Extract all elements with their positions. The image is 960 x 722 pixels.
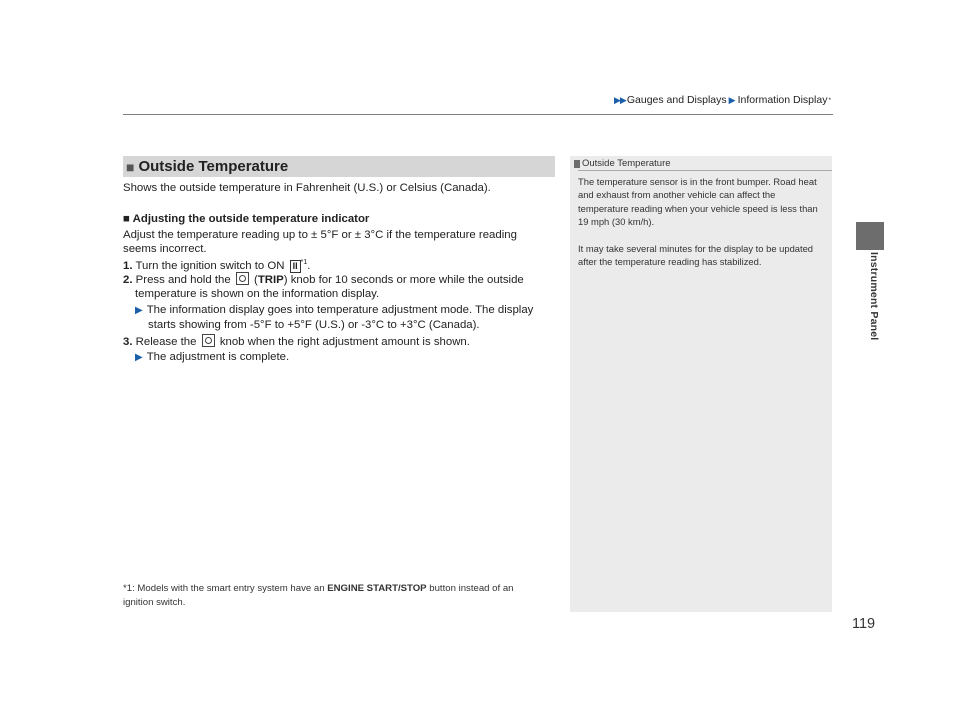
knob-icon — [202, 334, 215, 347]
step-2-result-2: starts showing from -5°F to +5°F (U.S.) or -3°C to +3°C (Canada). — [148, 319, 480, 331]
paragraph-line-2: seems incorrect. — [123, 243, 207, 255]
reference-icon — [574, 160, 580, 168]
paragraph-line-1: Adjust the temperature reading up to ± 5°F or ± 3°C if the temperature reading — [123, 229, 517, 241]
step-2-line-2: temperature is shown on the information display. — [135, 288, 380, 300]
intro-text: Shows the outside temperature in Fahrenheit (U.S.) or Celsius (Canada). — [123, 182, 491, 194]
step-3: 3. Release the knob when the right adjustment amount is shown. — [123, 336, 470, 348]
engine-start-stop-label: ENGINE START/STOP — [327, 583, 427, 594]
section-title: Outside Temperature — [138, 158, 289, 175]
double-arrow-icon: ▶▶ — [614, 94, 626, 105]
step-2: 2. Press and hold the (TRIP) knob for 10 seconds or more while the outside — [123, 274, 524, 286]
header-divider — [123, 114, 833, 115]
section-title-bar — [123, 156, 555, 177]
note-paragraph-2: It may take several minutes for the display to be updated after the temperature reading has stabilized. — [578, 242, 814, 268]
step-3-result: ▶ The adjustment is complete. — [135, 351, 290, 363]
square-bullet-icon: ■ — [123, 213, 130, 225]
step-1: 1. Turn the ignition switch to ON II $^{*1}$. — [123, 259, 311, 272]
note-panel-divider — [578, 170, 832, 171]
result-arrow-icon: ▶ — [135, 305, 143, 316]
note-panel-text — [578, 175, 828, 268]
chapter-tab-marker[interactable] — [856, 222, 884, 250]
subheading: ■ Adjusting the outside temperature indicator — [123, 213, 370, 225]
footnote: *1: Models with the smart entry system have an ENGINE START/STOP button instead of an ignition switch. — [123, 583, 514, 608]
breadcrumb-item-gauges[interactable]: Gauges and Displays — [626, 94, 727, 106]
ignition-position-icon: II — [290, 260, 301, 273]
result-arrow-icon: ▶ — [135, 352, 143, 363]
breadcrumb-asterisk: * — [828, 96, 831, 104]
page-number: 119 — [852, 616, 876, 632]
knob-icon — [236, 272, 249, 285]
trip-label: TRIP — [257, 274, 284, 286]
note-panel-heading: Outside Temperature — [574, 158, 671, 169]
breadcrumb-item-information-display[interactable]: Information Display — [737, 94, 828, 106]
note-paragraph-1: The temperature sensor is in the front bumper. Road heat and exhaust from another vehicle can affect the temperature reading when your vehicle speed is less than 19 mph (30 km/h). — [578, 176, 818, 228]
arrow-icon: ▶ — [728, 94, 736, 105]
chapter-tab-label: Instrument Panel — [868, 252, 880, 341]
breadcrumb — [614, 94, 831, 106]
square-bullet-icon: ■ — [126, 158, 135, 175]
footnote-ref[interactable]: *1 — [300, 259, 308, 266]
step-2-result-1: ▶ The information display goes into temperature adjustment mode. The display — [135, 304, 534, 316]
